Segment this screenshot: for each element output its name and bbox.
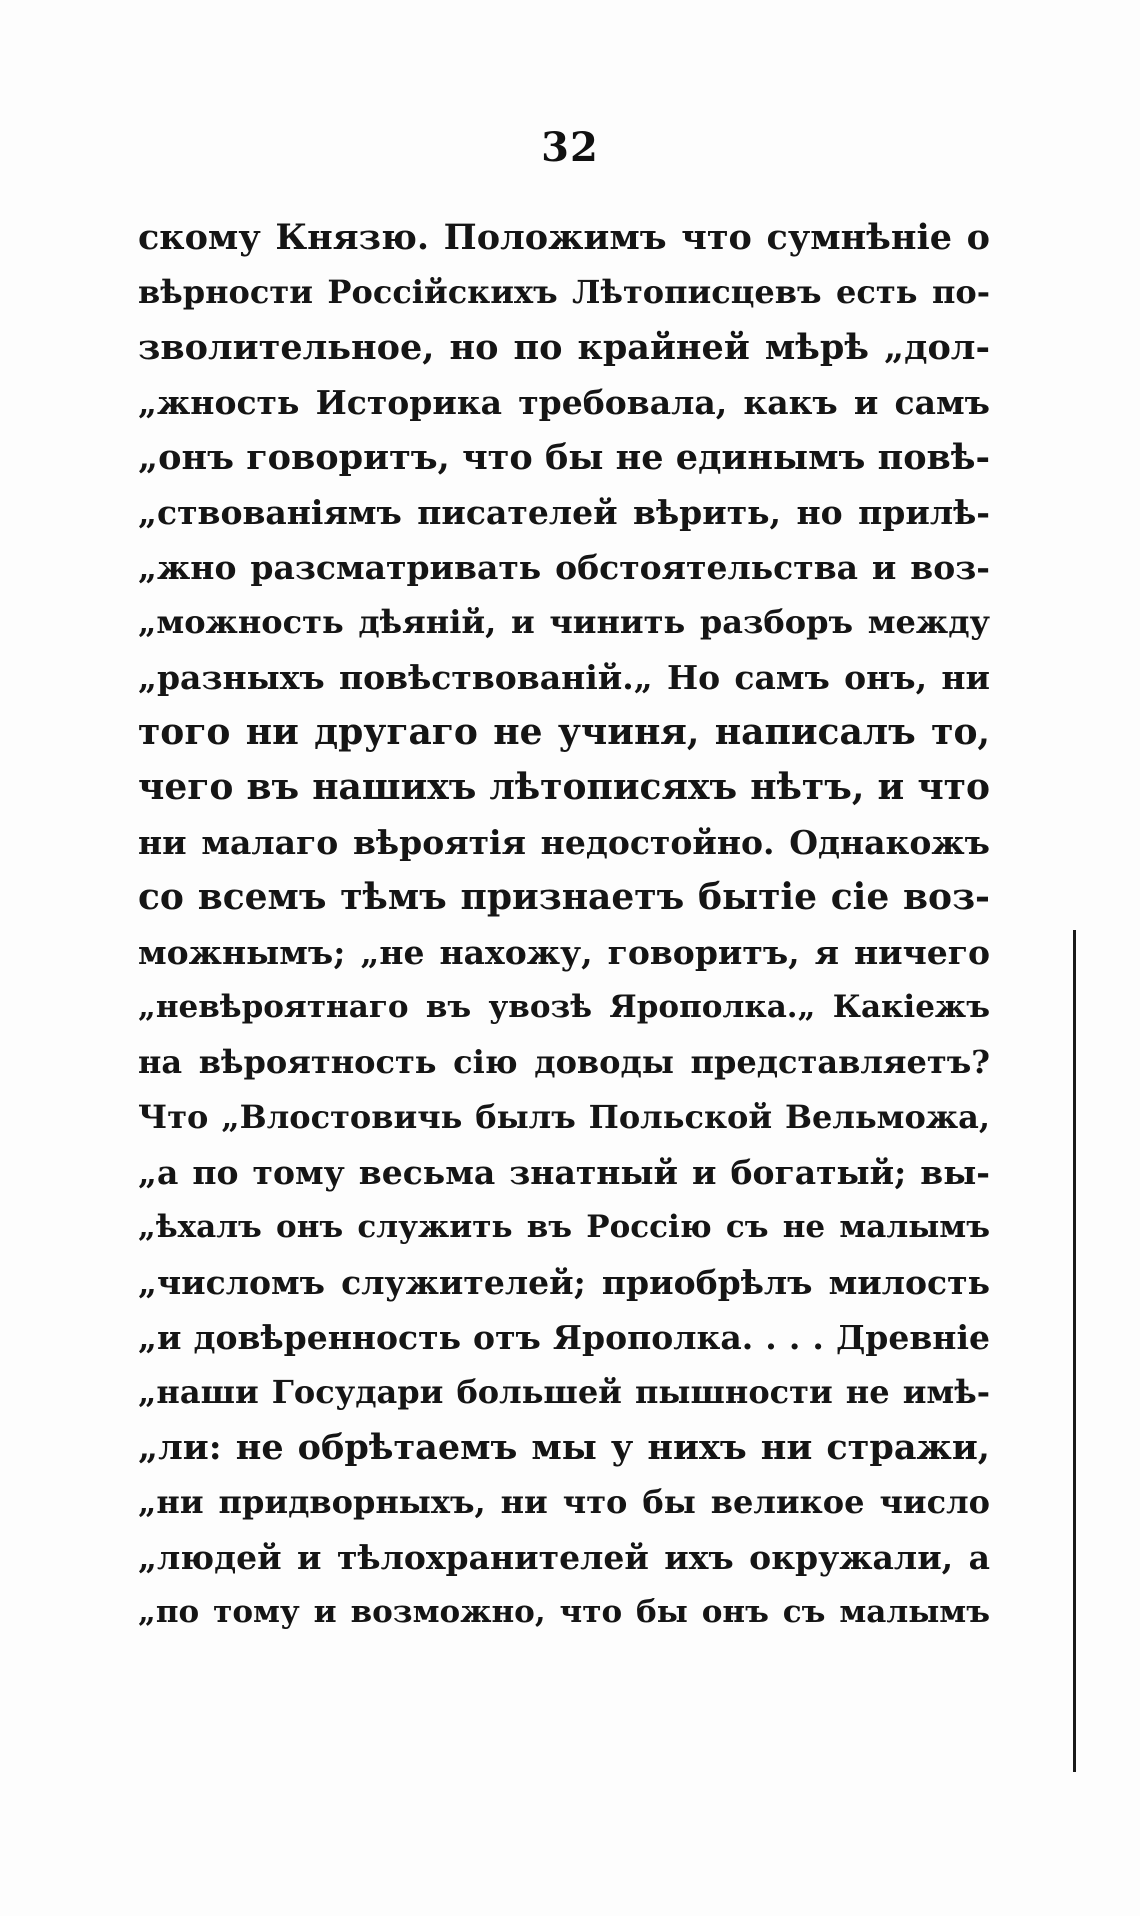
text-line: зволительное, но по крайней мѣрѣ „дол-: [138, 327, 990, 368]
text-line: „ни придворныхъ, ни что бы великое число: [138, 1483, 990, 1521]
text-line: „онъ говоритъ, что бы не единымъ повѣ-: [138, 437, 990, 478]
text-line: со всемъ тѣмъ признаетъ бытіе сіе воз-: [138, 876, 990, 918]
text-line: можнымъ; „не нахожу, говоритъ, я ничего: [138, 933, 990, 972]
text-line: ни малаго вѣроятія недостойно. Однакожъ: [138, 823, 990, 862]
text-line: скому Князю. Положимъ что сумнѣніе о: [138, 217, 990, 258]
text-line: „можность дѣяній, и чинить разборъ между: [138, 603, 990, 641]
text-line: „жность Историка требовала, какъ и самъ: [138, 383, 990, 422]
text-line: „и довѣренность отъ Ярополка. . . . Древніе: [138, 1318, 990, 1357]
text-line: того ни другаго не учиня, написалъ то,: [138, 711, 990, 753]
text-line: „людей и тѣлохранителей ихъ окружали, а: [138, 1538, 990, 1577]
body-text: [138, 210, 990, 1640]
text-line: „ствованіямъ писателей вѣрить, но прилѣ-: [138, 493, 990, 532]
text-line: „невѣроятнаго въ увозѣ Ярополка.„ Какіежъ: [138, 989, 990, 1025]
page-number: 32: [541, 124, 599, 171]
text-line: „по тому и возможно, что бы онъ съ малымъ: [138, 1594, 990, 1630]
text-line: „ѣхалъ онъ служить въ Россію съ не малымъ: [138, 1209, 990, 1245]
text-line: чего въ нашихъ лѣтописяхъ нѣтъ, и что: [138, 766, 990, 808]
text-line: „наши Государи большей пышности не имѣ-: [138, 1373, 990, 1411]
text-line: „а по тому весьма знатный и богатый; вы-: [138, 1153, 990, 1192]
text-line: „разныхъ повѣствованій.„ Но самъ онъ, ни: [138, 658, 990, 697]
text-line: „жно разсматривать обстоятельства и воз-: [138, 548, 990, 587]
page-edge-shadow: [1073, 930, 1076, 1772]
text-line: Что „Влостовичь былъ Польской Вельможа,: [138, 1098, 990, 1136]
text-line: „ли: не обрѣтаемъ мы у нихъ ни стражи,: [138, 1427, 990, 1468]
text-line: на вѣроятность сію доводы представляетъ?: [138, 1043, 990, 1081]
text-line: вѣрности Россійскихъ Лѣтописцевъ есть по-: [138, 273, 990, 311]
text-line: „числомъ служителей; приобрѣлъ милость: [138, 1263, 990, 1302]
